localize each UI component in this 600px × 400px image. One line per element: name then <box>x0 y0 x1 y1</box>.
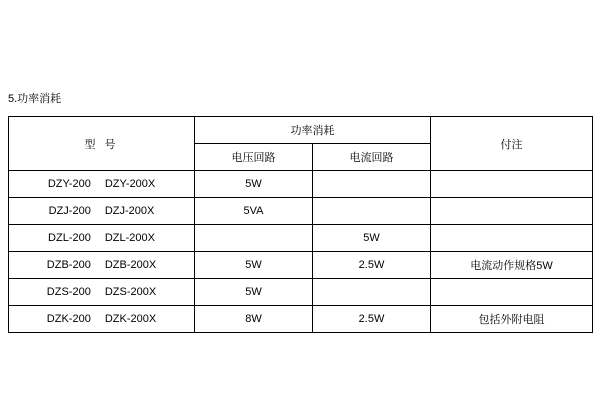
table-header-row-1 <box>9 117 593 144</box>
table-row <box>9 225 593 252</box>
model-code-a: DZS-200 <box>46 286 91 298</box>
cell-current <box>313 198 431 225</box>
power-consumption-table-wrapper <box>8 116 592 333</box>
header-note: 付注 <box>431 117 593 171</box>
section-title: 5.功率消耗 <box>8 93 62 105</box>
cell-model <box>9 171 195 198</box>
model-code-b: DZB-200X <box>104 259 157 271</box>
cell-note <box>431 171 593 198</box>
model-code-b: DZJ-200X <box>104 205 155 217</box>
header-current-circuit: 电流回路 <box>313 144 431 171</box>
header-voltage-circuit: 电压回路 <box>195 144 313 171</box>
model-code-a: DZL-200 <box>48 232 91 244</box>
power-consumption-table <box>8 116 593 333</box>
model-code-b: DZY-200X <box>104 178 156 190</box>
cell-model <box>9 279 195 306</box>
cell-note <box>431 279 593 306</box>
model-code-b: DZK-200X <box>104 313 157 325</box>
table-row <box>9 198 593 225</box>
model-code-a: DZB-200 <box>46 259 91 271</box>
cell-voltage: 8W <box>195 306 313 333</box>
model-code-a: DZJ-200 <box>48 205 91 217</box>
cell-note: 包括外附电阻 <box>431 306 593 333</box>
cell-current <box>313 171 431 198</box>
cell-note <box>431 225 593 252</box>
model-code-b: DZS-200X <box>104 286 157 298</box>
cell-voltage: 5VA <box>195 198 313 225</box>
cell-voltage: 5W <box>195 252 313 279</box>
table-row <box>9 171 593 198</box>
cell-model <box>9 225 195 252</box>
model-code-b: DZL-200X <box>104 232 155 244</box>
cell-note <box>431 198 593 225</box>
cell-note: 电流动作规格5W <box>431 252 593 279</box>
cell-current: 2.5W <box>313 252 431 279</box>
cell-model <box>9 252 195 279</box>
cell-current <box>313 279 431 306</box>
cell-current: 2.5W <box>313 306 431 333</box>
model-code-a: DZY-200 <box>47 178 91 190</box>
cell-voltage <box>195 225 313 252</box>
table-row <box>9 279 593 306</box>
cell-voltage: 5W <box>195 171 313 198</box>
cell-voltage: 5W <box>195 279 313 306</box>
table-row <box>9 306 593 333</box>
cell-current: 5W <box>313 225 431 252</box>
table-row <box>9 252 593 279</box>
header-model: 型 号 <box>9 117 195 171</box>
cell-model <box>9 306 195 333</box>
header-power: 功率消耗 <box>195 117 431 144</box>
model-code-a: DZK-200 <box>46 313 91 325</box>
cell-model <box>9 198 195 225</box>
